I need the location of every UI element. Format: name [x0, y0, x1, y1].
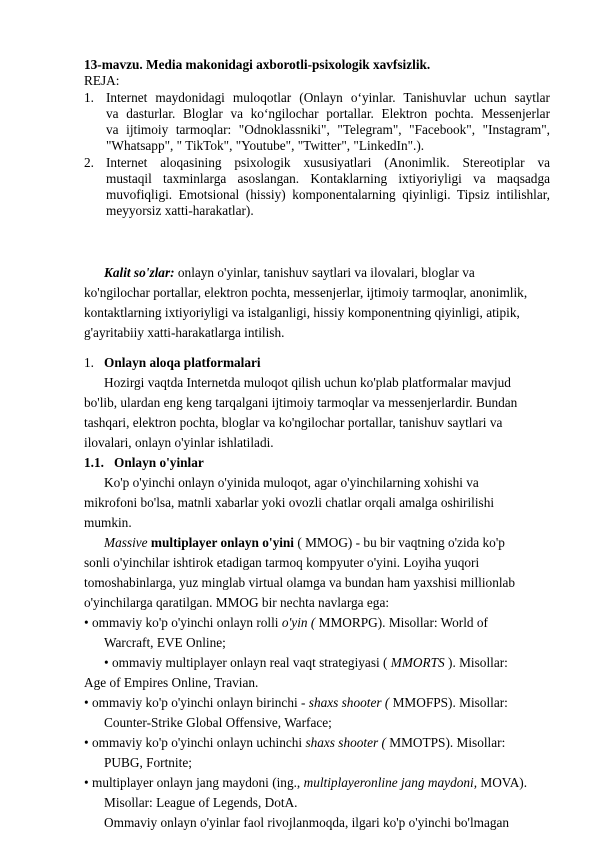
keywords-text: onlayn o'yinlar, tanishuv saytlari va ilovalari, bloglar va [177, 265, 475, 280]
bullet-continuation: Misollar: League of Legends, DotA. [104, 795, 298, 810]
paragraph-line: o'yinchilarga qaratilgan. MMOG bir nechta navlarga ega: [84, 595, 390, 610]
paragraph-line: Ko'p o'yinchi onlayn o'yinida muloqot, agar o'yinchilarning xohishi va [104, 475, 479, 490]
paragraph-line: ilovalari, onlayn o'yinlar ishlatiladi. [84, 435, 274, 450]
paragraph-line: sonli o'yinchilar ishtirok etadigan tarmoq kompyuter o'yini. Loyiha yuqori [84, 555, 480, 570]
paragraph-line: Ommaviy onlayn o'yinlar faol rivojlanmoqda, ilgari ko'p o'yinchi bo'lmagan [104, 815, 510, 830]
plan-item-number: 1. [84, 90, 94, 105]
paragraph-line: tomoshabinlarga, yuz minglab virtual olamga va bundan ham yaxshisi millionlab [84, 575, 516, 590]
bullet-continuation: Warcraft, EVE Online; [104, 635, 226, 650]
bullet-text: MMORPG). Misollar: World of [318, 615, 488, 630]
paragraph-line [104, 535, 505, 551]
document-title: 13-mavzu. Media makonidagi axborotli-psixologik xavfsizlik. [84, 57, 431, 72]
plan-item-line: Internet aloqasining psixologik xususiyatlari (Anonimlik. Stereotiplar va [106, 155, 550, 170]
bullet-text: ). Misollar: [448, 655, 508, 670]
paragraph-text: ( MMOG) - bu bir vaqtning o'zida ko'p [297, 535, 505, 550]
bullet-item [104, 655, 508, 671]
bullet-italic: shaxs shooter ( [305, 735, 386, 750]
bullet-item [84, 735, 505, 751]
bullet-continuation: Age of Empires Online, Travian. [84, 675, 259, 690]
keywords-line [104, 265, 475, 281]
paragraph-line: mikrofoni bo'lsa, matnli xabarlar yoki ovozli chatlar orqali amalga oshirilishi [84, 495, 495, 510]
keywords-label: Kalit so'zlar: [104, 265, 175, 280]
bullet-text: MMOTPS). Misollar: [389, 735, 506, 750]
reja-label: REJA: [84, 73, 120, 88]
bullet-italic: shaxs shooter ( [308, 695, 390, 710]
bullet-text: • ommaviy ko'p o'yinchi onlayn rolli [84, 615, 279, 630]
bullet-italic: o'yin ( [281, 615, 316, 630]
keywords-line: ko'ngilochar portallar, elektron pochta, messenjerlar, ijtimoiy tarmoqlar, anonimlik, [84, 285, 528, 300]
plan-item-line: muvofiqligi. Emotsional (hissiy) komponentalarning qiyinligi. Tipsiz intilishlar, [106, 187, 550, 202]
bullet-item [84, 615, 488, 631]
plan-item-line: va dasturlar. Bloglar va ko‘ngilochar portallar. Elektron pochta. Messenjerlar [106, 106, 550, 121]
subsection-number: 1.1. [84, 455, 104, 470]
term-mmog: multiplayer onlayn o'yini [150, 535, 294, 550]
bullet-continuation: Counter-Strike Global Offensive, Warface; [104, 715, 332, 730]
bullet-text: • ommaviy multiplayer onlayn real vaqt strategiyasi ( [104, 655, 388, 670]
plan-item-line: meyyorsiz xatti-harakatlar). [106, 203, 254, 218]
plan-item-line: "Whatsapp", " TikTok", "Youtube", "Twitter", "LinkedIn".). [106, 138, 425, 153]
bullet-text: MOVA). [480, 775, 528, 790]
paragraph-line: tashqari, elektron pochta, bloglar va ko'ngilochar portallar, tanishuv saytlari va [84, 415, 503, 430]
plan-item-number: 2. [84, 155, 94, 170]
section-heading: Onlayn aloqa platformalari [104, 355, 261, 370]
plan-item-line: mustaqil taxminlarga asoslangan. Kontaklarning ixtiyoriyligi va maqsadga [106, 171, 550, 186]
section-number: 1. [84, 355, 94, 370]
plan-item-line: Internet maydonidagi muloqotlar (Onlayn o‘yinlar. Tanishuvlar uchun saytlar [106, 90, 550, 105]
term-massive: Massive [104, 535, 148, 550]
plan-item-line: va ijtimoiy tarmoqlar: "Odnoklassniki", "Telegram", "Facebook", "Instagram", [106, 122, 550, 137]
bullet-text: MMOFPS). Misollar: [392, 695, 508, 710]
paragraph-line: bo'lib, ulardan eng keng tarqalgani ijtimoiy tarmoqlar va messenjerlardir. Bundan [84, 395, 518, 410]
paragraph-line: Hozirgi vaqtda Internetda muloqot qilish uchun ko'plab platformalar mavjud [104, 375, 511, 390]
paragraph-line: mumkin. [84, 515, 132, 530]
bullet-text: • ommaviy ko'p o'yinchi onlayn birinchi - [84, 695, 306, 710]
keywords-line: kontaktlarning ixtiyoriyligi va istalganligi, hissiy komponentning qiyinligi, atipik, [84, 305, 520, 320]
bullet-item [84, 775, 527, 791]
subsection-heading: Onlayn o'yinlar [114, 455, 204, 470]
bullet-italic: MMORTS [390, 655, 445, 670]
bullet-text: • multiplayer onlayn jang maydoni (ing., [84, 775, 301, 790]
bullet-italic: multiplayeronline jang maydoni, [303, 775, 478, 790]
bullet-item [84, 695, 508, 711]
bullet-continuation: PUBG, Fortnite; [104, 755, 192, 770]
keywords-line: g'ayritabiiy xatti-harakatlarga intilish. [84, 325, 285, 340]
bullet-text: • ommaviy ko'p o'yinchi onlayn uchinchi [84, 735, 303, 750]
